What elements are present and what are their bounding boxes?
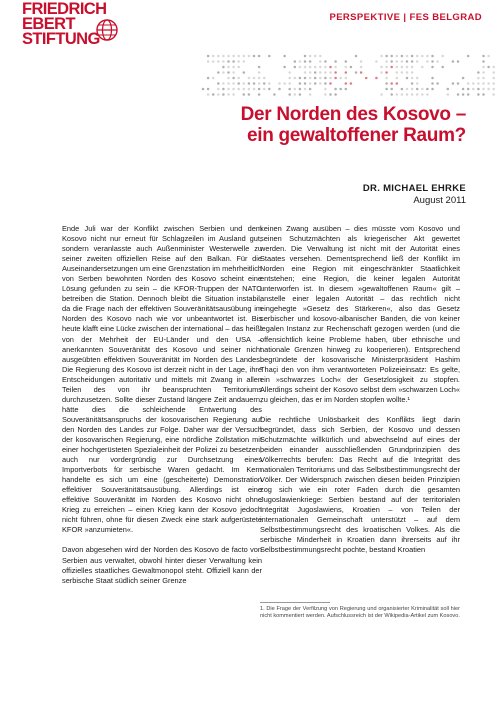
map-dot [304,82,307,85]
map-dot [248,93,251,96]
map-dot [294,77,297,80]
map-dot [421,88,424,91]
body-column-left [62,224,262,596]
map-dot [334,60,337,63]
map-dot [334,71,337,74]
map-dot [477,82,480,85]
fes-logo [22,2,122,47]
map-dot [462,93,465,96]
map-dot [416,88,419,91]
map-dot [482,60,485,63]
map-dot [487,88,490,91]
map-dot [401,66,404,69]
map-dot [232,66,235,69]
map-dot [482,71,485,74]
map-dot [237,82,240,85]
map-dot [212,93,215,96]
map-dot [385,66,388,69]
map-dot [334,66,337,69]
map-dot [253,82,256,85]
map-dot [396,66,399,69]
map-dot [334,88,337,91]
map-dot [227,77,230,80]
map-dot [487,82,490,85]
map-dot [416,93,419,96]
map-dot [314,77,317,80]
map-dot [396,55,399,58]
logo-line-3: STIFTUNG [22,30,100,48]
map-dot [294,93,297,96]
map-dot [294,66,297,69]
map-dot [426,60,429,63]
map-dot [212,55,215,58]
map-dot [273,93,276,96]
map-dot [304,66,307,69]
map-dot [406,60,409,63]
map-dot [492,88,495,91]
map-dot [447,93,450,96]
map-dot [441,66,444,69]
map-dot [492,93,495,96]
map-dot [411,82,414,85]
map-dot [299,60,302,63]
map-dot [237,55,240,58]
map-dot [467,82,470,85]
map-dot [253,88,256,91]
map-dot [492,71,495,74]
map-dot [309,55,312,58]
map-dot [258,82,261,85]
map-dot [472,88,475,91]
map-dot [426,93,429,96]
map-dot [406,88,409,91]
map-dot [243,55,246,58]
logo-line-2: EBERT [22,15,75,33]
author-block [363,183,466,206]
map-dot [396,93,399,96]
map-dot [350,66,353,69]
map-dot [309,66,312,69]
map-dot [452,82,455,85]
map-dot [385,88,388,91]
map-dot [492,66,495,69]
map-dot [436,82,439,85]
map-dot [406,55,409,58]
map-dot [227,55,230,58]
map-dot [212,77,215,80]
map-dot [268,82,271,85]
map-dot [329,66,332,69]
map-dot [360,60,363,63]
map-dot [401,55,404,58]
logo-line-1: FRIEDRICH [22,0,107,18]
map-dot [309,60,312,63]
map-dot [416,82,419,85]
author-name: DR. MICHAEL EHRKE [362,183,466,194]
map-dot [385,82,388,85]
map-dot [355,55,358,58]
map-dot [243,82,246,85]
map-dot [304,55,307,58]
map-dot [345,82,348,85]
map-dot [248,77,251,80]
map-dot [248,82,251,85]
map-dot [329,77,332,80]
map-dot [390,88,393,91]
map-dot [421,93,424,96]
map-dot [232,82,235,85]
map-dot [258,77,261,80]
map-dot [411,66,414,69]
map-dot [457,93,460,96]
map-dot [431,77,434,80]
map-dot [232,60,235,63]
map-dot [411,93,414,96]
map-dot [329,93,332,96]
map-dot [232,93,235,96]
map-dot [268,55,271,58]
map-dot [288,88,291,91]
map-dot [232,88,235,91]
map-dot [355,71,358,74]
map-dot [441,55,444,58]
map-dot [324,60,327,63]
map-dot [258,55,261,58]
map-dot [283,55,286,58]
map-dot [263,88,266,91]
map-dot [482,82,485,85]
map-dot [385,60,388,63]
map-dot [299,66,302,69]
map-dot [324,71,327,74]
dot-world-map-decoration [200,52,500,100]
map-dot [390,93,393,96]
map-dot [477,93,480,96]
map-dot [294,60,297,63]
map-dot [319,66,322,69]
map-dot [309,77,312,80]
map-dot [324,77,327,80]
paragraph: Ende Juli war der Konflikt zwischen Serbien und dem Kosovo nicht nur erneut für Schlagzeilen im Ausland gut, sondern veranlasste auch Außenminister Westerwelle zu seiner zweiten offiziellen Reise auf den Balkan. Für die Auseinandersetzungen um eine Grenzstation im mehrheitlich von Serben bewohnten Norden des Kosovo scheint eine Lösung gefunden zu sein – die KFOR-Truppen der NATO betreiben die Station. Dennoch bleibt die Situation instabil, da die Frage nach der effektiven Souveränitätsausübung im Norden des Kosovo nach wie vor unbeantwortet ist. Bis heute klafft eine Lücke zwischen der international – das heißt von der Mehrheit der EU-Länder und den USA – anerkannten Souveränität des Kosovo und seiner nicht ausgeübten effektiven Souveränität im Norden des Landes. Die Regierung des Kosovo ist derzeit nicht in der Lage, ihre Entscheidungen autoritativ und mittels mit Zwang in allen Teilen des von ihr beanspruchten Territoriums durchzusetzen. Sollte dieser Zustand längere Zeit andauern, hätte dies die schleichende Entwertung des Souveränitätsanspruchs der kosovarischen Regierung auf den Norden des Landes zur Folge. Daher war der Versuch der kosovarischen Regierung, eine nördliche Zollstation mit einer hochgerüsteten Spezialeinheit der Polizei zu besetzen, auch nur vordergründig zur Durchsetzung eines Importverbots für serbische Waren gedacht. Im Kern handelte es sich um eine (gescheiterte) Demonstration effektiver Souveränitätsausübung. Allerdings ist eine effektive Souveränität im Norden des Kosovo nicht ohne Krieg zu erreichen – einen Krieg kann der Kosovo jedoch nicht führen, ohne für diesen Zweck eine stark aufgerüstete KFOR »anzumieten«. [62,224,262,535]
map-dot [268,88,271,91]
map-dot [406,71,409,74]
map-dot [299,93,302,96]
map-dot [467,55,470,58]
map-dot [477,77,480,80]
map-dot [207,88,210,91]
map-dot [462,77,465,80]
map-dot [406,93,409,96]
map-dot [457,60,460,63]
footnote-divider [260,602,330,603]
map-dot [324,66,327,69]
map-dot [482,66,485,69]
map-dot [227,66,230,69]
map-dot [482,93,485,96]
map-dot [416,60,419,63]
map-dot [243,93,246,96]
map-dot [304,71,307,74]
map-dot [217,82,220,85]
map-dot [237,60,240,63]
map-dot [237,66,240,69]
map-dot [288,71,291,74]
map-dot [304,60,307,63]
map-dot [299,82,302,85]
map-dot [492,77,495,80]
map-dot [396,71,399,74]
map-dot [243,60,246,63]
map-dot [411,77,414,80]
map-dot [487,66,490,69]
map-dot [477,71,480,74]
map-dot [304,77,307,80]
map-dot [309,93,312,96]
map-dot [385,71,388,74]
map-dot [426,55,429,58]
map-dot [288,77,291,80]
map-dot [319,77,322,80]
map-dot [482,88,485,91]
series-label: PERSPEKTIVE | FES BELGRAD [329,12,482,23]
map-dot [253,77,256,80]
map-dot [487,55,490,58]
map-dot [258,93,261,96]
map-dot [319,60,322,63]
map-dot [278,88,281,91]
map-dot [258,66,261,69]
map-dot [217,60,220,63]
map-dot [390,55,393,58]
map-dot [207,55,210,58]
map-dot [350,82,353,85]
map-dot [217,93,220,96]
map-dot [237,88,240,91]
map-dot [324,88,327,91]
map-dot [431,66,434,69]
map-dot [411,60,414,63]
map-dot [431,82,434,85]
map-dot [222,55,225,58]
map-dot [339,88,342,91]
map-dot [380,66,383,69]
paragraph: Davon abgesehen wird der Norden des Kosovo de facto von Serbien aus verwaltet, obwohl hinter dieser Verwaltung kein offizielles staatliches Gewaltmonopol steht. Offiziell kann der serbische Staat südlich seiner Grenze [62,545,262,585]
map-dot [329,71,332,74]
map-dot [237,77,240,80]
map-dot [416,77,419,80]
title-line-2: ein gewaltoffener Raum? [246,125,466,146]
map-dot [207,93,210,96]
map-dot [278,82,281,85]
map-dot [457,82,460,85]
title-line-1: Der Norden des Kosovo – [240,104,466,125]
map-dot [227,93,230,96]
map-dot [401,60,404,63]
map-dot [416,55,419,58]
map-dot [232,71,235,74]
map-dot [345,71,348,74]
map-dot [467,88,470,91]
map-dot [385,55,388,58]
map-dot [222,93,225,96]
map-dot [401,88,404,91]
map-dot [319,82,322,85]
map-dot [217,71,220,74]
map-dot [222,66,225,69]
map-dot [431,55,434,58]
page-title [241,104,466,146]
map-dot [212,60,215,63]
map-dot [411,55,414,58]
map-dot [207,60,210,63]
map-dot [345,60,348,63]
map-dot [243,71,246,74]
map-dot [360,71,363,74]
map-dot [258,71,261,74]
map-dot [421,66,424,69]
map-dot [406,77,409,80]
map-dot [380,93,383,96]
map-dot [324,82,327,85]
map-dot [283,66,286,69]
map-dot [421,55,424,58]
map-dot [482,77,485,80]
map-dot [319,55,322,58]
map-dot [462,88,465,91]
map-dot [232,77,235,80]
map-dot [299,88,302,91]
paragraph: keinen Zwang ausüben – dies müsste vom Kosovo und seinen Schutzmächten als kriegerischer Akt gewertet werden. Die Verwaltung ist nicht mit der Autorität eines Staates versehen. Dementsprechend ließ der Konflikt im Norden eine Region mit eingeschränkter Staatlichkeit entstehen; eine Region, die keiner legalen Autorität unterworfen ist. In diesem »gewaltoffenen Raum« gilt – anstelle einer legalen Autorität – das rechtlich nicht eingehegte »Gesetz des Stärkeren«, also das Gesetz serbischer und kosovo-albanischer Banden, die von keiner legalen Instanz zur Rechenschaft gezogen werden (und die offensichtlich keine Probleme haben, über ethnische und nationale Grenzen hinweg zu kooperieren). Entsprechend begründete der kosovarische Ministerpräsident Hashim Thaçi den von ihm verantworteten Polizeieinsatz: Es gelte, ein »schwarzes Loch« der Gesetzlosigkeit zu stopfen. Allerdings scheint der Kosovo selbst dem »schwarzen Loch« zu gleichen, das er im Norden stopfen wollte.¹ [260,224,460,404]
map-dot [319,71,322,74]
map-dot [227,82,230,85]
body-column-right [260,224,460,566]
map-dot [452,60,455,63]
map-dot [431,88,434,91]
map-dot [248,55,251,58]
map-dot [482,55,485,58]
map-dot [248,88,251,91]
map-dot [477,88,480,91]
map-dot [309,71,312,74]
map-dot [202,88,205,91]
map-dot [314,66,317,69]
map-dot [411,71,414,74]
map-dot [227,71,230,74]
map-dot [258,88,261,91]
map-dot [299,77,302,80]
map-dot [288,93,291,96]
map-dot [380,55,383,58]
map-dot [222,60,225,63]
map-dot [243,88,246,91]
map-dot [431,60,434,63]
map-dot [288,82,291,85]
globe-icon [95,18,119,42]
map-dot [345,88,348,91]
map-dot [329,82,332,85]
map-dot [380,71,383,74]
map-dot [294,88,297,91]
publication-date: August 2011 [413,195,466,206]
map-dot [253,55,256,58]
map-dot [314,55,317,58]
map-dot [222,71,225,74]
map-dot [390,60,393,63]
map-dot [334,77,337,80]
map-dot [324,93,327,96]
map-dot [232,55,235,58]
map-dot [217,55,220,58]
map-dot [314,82,317,85]
map-dot [426,88,429,91]
map-dot [360,66,363,69]
map-dot [263,77,266,80]
map-dot [222,82,225,85]
map-dot [345,77,348,80]
map-dot [283,82,286,85]
map-dot [263,82,266,85]
map-dot [375,60,378,63]
map-dot [345,66,348,69]
map-dot [365,77,368,80]
map-dot [304,88,307,91]
map-dot [385,77,388,80]
map-dot [467,93,470,96]
map-dot [447,88,450,91]
map-dot [396,77,399,80]
map-dot [390,82,393,85]
map-dot [406,66,409,69]
map-dot [334,93,337,96]
map-dot [227,60,230,63]
map-dot [401,93,404,96]
map-dot [309,82,312,85]
footnote: 1. Die Frage der Verfilzung von Regierung und organisierter Kriminalität soll hier nicht kommentiert werden. Aufschlussreich ist der Wikipedia-Artikel zum Kosovo. [260,606,460,620]
map-dot [339,77,342,80]
paragraph: Die rechtliche Unlösbarkeit des Konflikts liegt darin begründet, dass sich Serbien, der Kosovo und dessen Schutzmächte willkürlich und abwechselnd auf eines der beiden einander ausschließenden Grundprinzipien des Völkerrechts berufen: Das Recht auf die Integrität des nationalen Territoriums und das Selbstbestimmungsrecht der Völker. Der Widerspruch zwischen diesen beiden Prinzipien zog sich wie ein roter Faden durch die gesamten Jugoslawienkriege: Serbien bestand auf der territorialen Integrität Jugoslawiens, Kroatien – von Teilen der internationalen Gemeinschaft unterstützt – auf dem Selbstbestimmungsrecht des kroatischen Volkes. Als die serbische Minderheit in Kroatien dann ihrerseits auf ihr Selbstbestimmungsrecht pochte, bestand Kroatien [260,414,460,555]
map-dot [309,88,312,91]
map-dot [492,82,495,85]
map-dot [396,60,399,63]
map-dot [314,71,317,74]
map-dot [375,77,378,80]
map-dot [222,88,225,91]
map-dot [207,77,210,80]
map-dot [227,88,230,91]
map-dot [390,66,393,69]
map-dot [401,71,404,74]
map-dot [411,88,414,91]
map-dot [217,88,220,91]
map-dot [436,60,439,63]
map-dot [472,82,475,85]
map-dot [396,82,399,85]
